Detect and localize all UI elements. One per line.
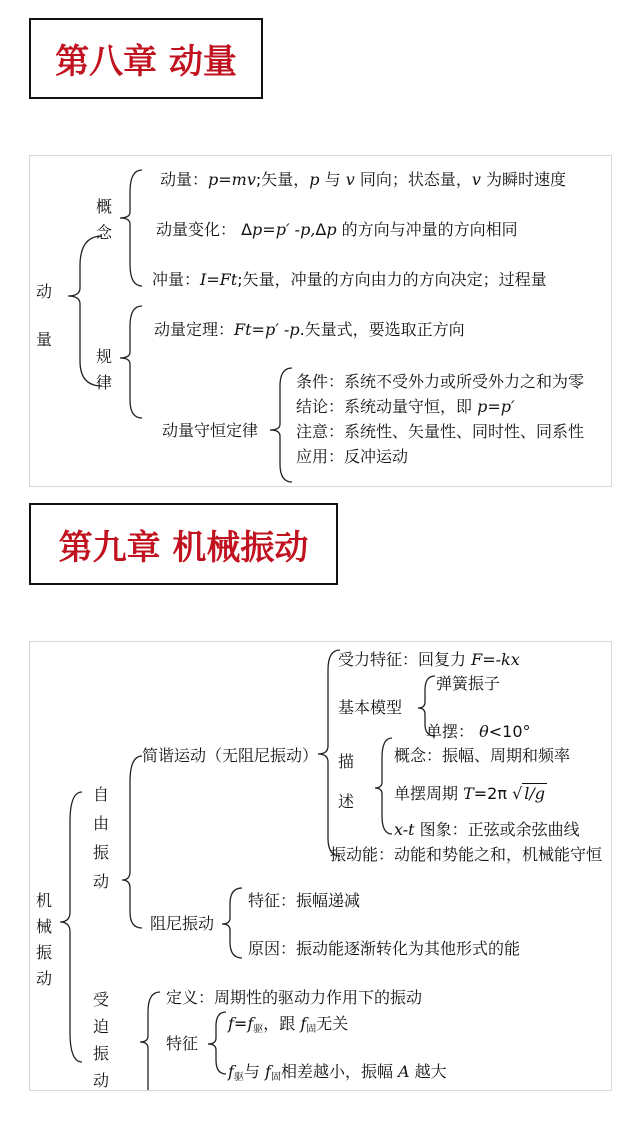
brace-free xyxy=(122,756,142,928)
pendulum-period: 单摆周期 T=2π √ l/g xyxy=(394,784,546,803)
chapter-9-title: 第九章 机械振动 xyxy=(29,503,338,585)
conservation-label: 动量守恒定律 xyxy=(162,421,259,440)
basic-model-label: 基本模型 xyxy=(338,698,403,717)
brace-concept xyxy=(120,170,142,286)
describe-concepts: 概念：振幅、周期和频率 xyxy=(394,746,571,765)
force-feature: 受力特征：回复力 F=-kx xyxy=(338,650,520,669)
damped-feature: 特征：振幅递减 xyxy=(248,891,361,910)
brace-forced-feature xyxy=(208,1012,226,1074)
spring-oscillator: 弹簧振子 xyxy=(436,674,501,693)
forced-vibration-label: 受迫振动 xyxy=(93,990,110,1090)
brace-conservation xyxy=(270,368,292,482)
brace-damped xyxy=(222,888,242,958)
xt-graph: x-t 图象：正弦或余弦曲线 xyxy=(394,820,580,839)
brace-root xyxy=(60,792,82,1062)
conservation-condition: 条件：系统不受外力或所受外力之和为零 xyxy=(296,372,585,391)
describe-label: 描述 xyxy=(338,752,355,811)
conservation-application: 应用：反冲运动 xyxy=(296,447,409,466)
simple-harmonic-label: 简谐运动（无阻尼振动） xyxy=(142,746,319,765)
vibration-energy: 振动能：动能和势能之和，机械能守恒 xyxy=(330,845,603,864)
root-label: 机械振动 xyxy=(36,891,53,988)
free-vibration-label: 自由振动 xyxy=(93,785,110,891)
brace-simple xyxy=(318,650,340,856)
conservation-notes: 注意：系统性、矢量性、同时性、同系性 xyxy=(296,422,585,441)
chapter-8-title: 第八章 动量 xyxy=(29,18,263,99)
forced-resonance: $f_驱$与 $f_固$相差越小，振幅 A 越大 xyxy=(228,1062,447,1083)
simple-pendulum: 单摆： θ<10° xyxy=(426,722,531,741)
impulse-definition: 冲量：I=Ft;矢量，冲量的方向由力的方向决定；过程量 xyxy=(152,270,547,289)
forced-definition: 定义：周期性的驱动力作用下的振动 xyxy=(166,988,423,1007)
damped-vibration-label: 阻尼振动 xyxy=(150,914,215,933)
conservation-conclusion: 结论：系统动量守恒，即 p=p′ xyxy=(296,397,515,416)
forced-feature-label: 特征 xyxy=(166,1034,199,1053)
momentum-theorem: 动量定理：Ft=p′ -p.矢量式，要选取正方向 xyxy=(154,320,465,339)
momentum-diagram xyxy=(29,155,612,487)
root-label: 动量 xyxy=(36,282,53,349)
vibration-diagram xyxy=(29,641,612,1091)
forced-frequency: $f=f_驱$，跟 $f_固$无关 xyxy=(228,1014,349,1035)
brace-describe xyxy=(375,738,392,834)
concept-label: 概念 xyxy=(96,197,113,242)
momentum-change: 动量变化： Δp=p′ -p,Δp 的方向与冲量的方向相同 xyxy=(156,220,518,239)
brace-forced xyxy=(140,992,160,1090)
damped-cause: 原因：振动能逐渐转化为其他形式的能 xyxy=(248,939,521,958)
brace-law xyxy=(120,306,142,418)
momentum-definition: 动量：p=mv;矢量，p 与 v 同向；状态量，v 为瞬时速度 xyxy=(160,170,566,189)
law-label: 规律 xyxy=(96,347,113,392)
